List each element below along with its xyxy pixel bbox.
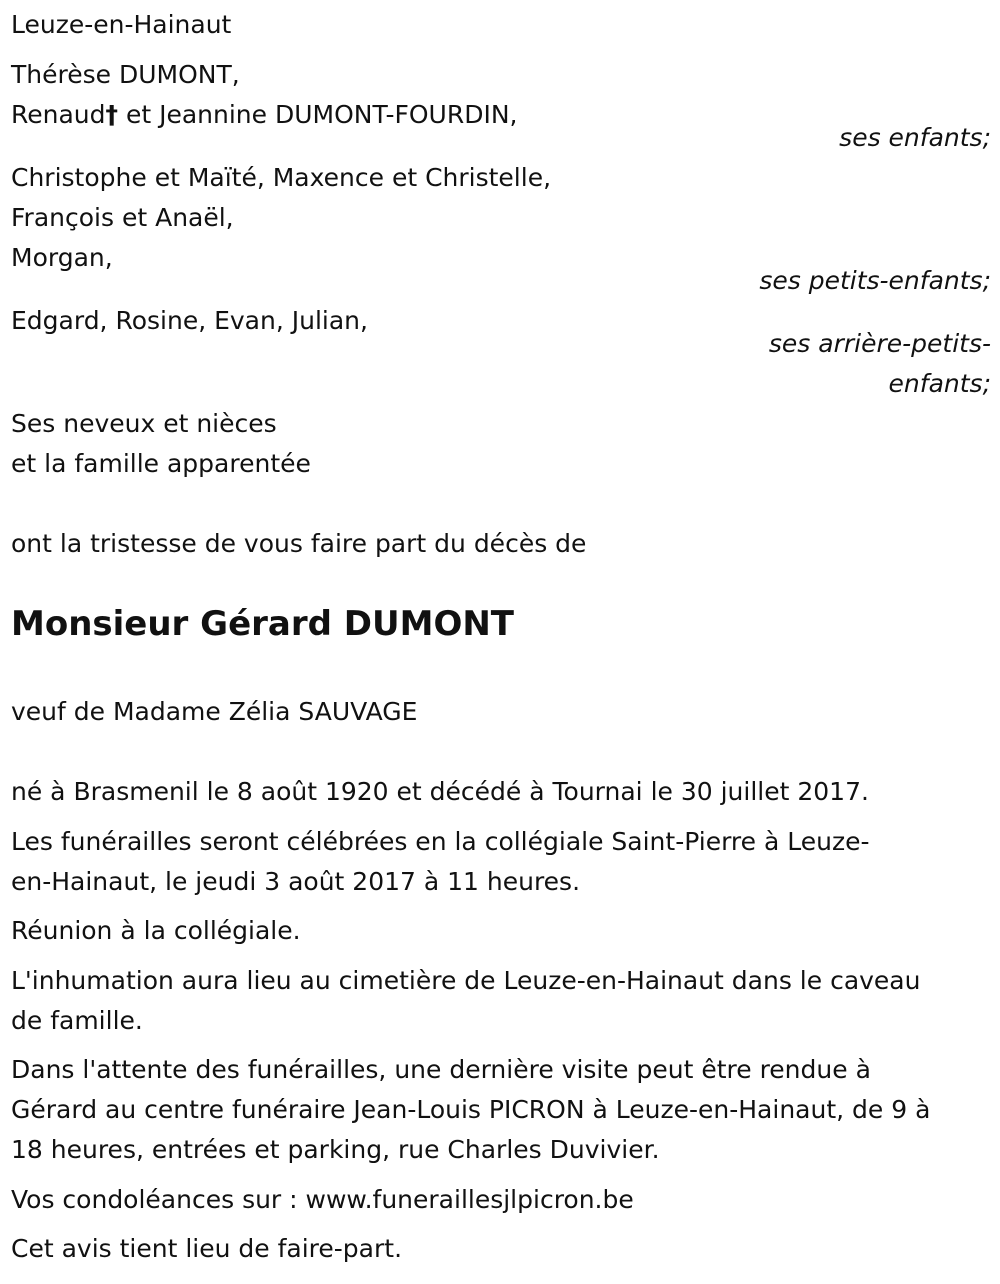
child-line-1: Thérèse DUMONT,	[11, 60, 240, 89]
notice-line: Cet avis tient lieu de faire-part.	[11, 1234, 403, 1263]
city-header: Leuze-en-Hainaut	[11, 10, 232, 39]
condolences-label: Vos condoléances sur :	[11, 1185, 306, 1214]
role-great-grandchildren-2: enfants;	[888, 369, 991, 398]
great-grandchild-line-1: Edgard, Rosine, Evan, Julian,	[11, 306, 368, 335]
widower-line: veuf de Madame Zélia SAUVAGE	[11, 697, 418, 726]
condolences-line	[11, 1180, 634, 1220]
visit-line-2: Gérard au centre funéraire Jean-Louis PICRON à Leuze-en-Hainaut, de 9 à	[11, 1095, 931, 1124]
deceased-name: Monsieur Gérard DUMONT	[11, 604, 514, 644]
burial-line-2: de famille.	[11, 1006, 143, 1035]
funeral-line-1: Les funérailles seront célébrées en la collégiale Saint-Pierre à Leuze-	[11, 827, 870, 856]
meeting-line: Réunion à la collégiale.	[11, 916, 301, 945]
role-grandchildren: ses petits-enfants;	[759, 266, 991, 295]
child-name-renaud: Renaud	[11, 100, 106, 129]
role-children: ses enfants;	[839, 123, 991, 152]
visit-line-1: Dans l'attente des funérailles, une dernière visite peut être rendue à	[11, 1055, 871, 1084]
grandchild-line-1: Christophe et Maïté, Maxence et Christelle,	[11, 163, 552, 192]
deceased-cross-icon: †	[105, 100, 119, 129]
child-line-2-rest: et Jeannine DUMONT-FOURDIN,	[118, 100, 518, 129]
relatives-line-2: et la famille apparentée	[11, 449, 311, 478]
funeral-line-2: en-Hainaut, le jeudi 3 août 2017 à 11 heures.	[11, 867, 581, 896]
grandchild-line-2: François et Anaël,	[11, 203, 234, 232]
child-line-2	[11, 95, 517, 135]
birth-death-line: né à Brasmenil le 8 août 1920 et décédé à Tournai le 30 juillet 2017.	[11, 777, 869, 806]
burial-line-1: L'inhumation aura lieu au cimetière de Leuze-en-Hainaut dans le caveau	[11, 966, 921, 995]
grandchild-line-3: Morgan,	[11, 243, 113, 272]
relatives-line-1: Ses neveux et nièces	[11, 409, 277, 438]
visit-line-3: 18 heures, entrées et parking, rue Charles Duvivier.	[11, 1135, 660, 1164]
condolences-link[interactable]: www.funeraillesjlpicron.be	[305, 1185, 634, 1214]
announcement-text: ont la tristesse de vous faire part du décès de	[11, 529, 587, 558]
role-great-grandchildren-1: ses arrière-petits-	[768, 329, 991, 358]
